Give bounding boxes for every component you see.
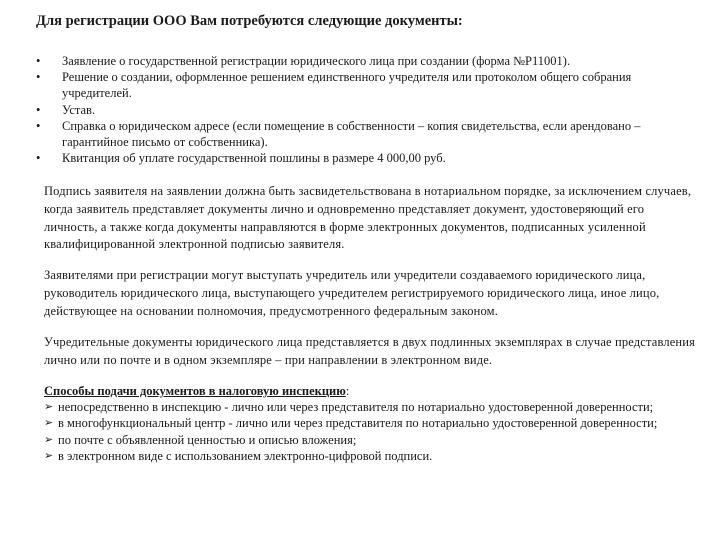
copies-paragraph: Учредительные документы юридического лица представляется в двух подлинных экземплярах в случае представления лично или по почте и в одном экземпляре – при направлении в электронном виде. — [44, 335, 695, 367]
bullet-icon: • — [36, 151, 41, 166]
bullet-icon: • — [36, 54, 41, 68]
arrow-bullet-icon: ➢ — [44, 400, 54, 414]
method-item — [44, 448, 684, 464]
arrow-bullet-icon: ➢ — [44, 416, 54, 430]
methods-title-text: Способы подачи документов в налоговую инспекцию — [44, 384, 346, 398]
method-item — [44, 432, 684, 448]
document-item — [36, 150, 676, 166]
methods-title — [44, 383, 684, 399]
document-item-text: Справка о юридическом адресе (если помещение в собственности – копия свидетельства, если арендовано – гарантийное письмо от собственника). — [62, 118, 641, 150]
methods-list — [44, 399, 684, 464]
document-item — [36, 53, 676, 69]
page-heading: Для регистрации ООО Вам потребуются следующие документы: — [36, 13, 463, 29]
signature-notice-paragraph: Подпись заявителя на заявлении должна быть засвидетельствована в нотариальном порядке, за исключением случаев, когда заявитель представляет документы лично и одновременно представляет документ, удостоверяющий его личность, а также когда документы направляются в форме электронных документов, подписанных усиленной квалифицированной электронной подписью заявителя. — [44, 184, 692, 252]
method-item — [44, 415, 684, 431]
document-item — [36, 102, 676, 118]
method-item-text: в многофункциональный центр - лично или через представителя по нотариально удостоверенной доверенности; — [58, 416, 658, 431]
document-item-text: Решение о создании, оформленное решением единственного учредителя или протоколом общего собрания учредителей. — [62, 70, 632, 101]
submission-methods — [44, 383, 684, 464]
arrow-bullet-icon: ➢ — [44, 448, 54, 462]
document-item-text: Устав. — [62, 102, 96, 117]
method-item-text: в электронном виде с использованием электронно-цифровой подписи. — [58, 448, 433, 463]
method-item-text: по почте с объявленной ценностью и описью вложения; — [58, 432, 357, 447]
applicants-paragraph: Заявителями при регистрации могут выступать учредитель или учредители создаваемого юридического лица, руководитель юридического лица, выступающего учредителем регистрируемого юридического лица, иное лицо, действующее на основании полномочия, предусмотренного федеральным законом. — [44, 268, 660, 318]
arrow-bullet-icon: ➢ — [44, 432, 54, 446]
document-item — [36, 118, 676, 150]
method-item-text: непосредственно в инспекцию - лично или через представителя по нотариально удостоверенной доверенности; — [58, 400, 654, 415]
bullet-icon: • — [36, 70, 41, 85]
methods-title-colon: : — [345, 384, 350, 398]
bullet-icon: • — [36, 118, 41, 133]
document-item-text: Квитанция об уплате государственной пошлины в размере 4 000,00 руб. — [62, 151, 446, 166]
documents-list — [36, 53, 676, 166]
method-item — [44, 399, 684, 415]
bullet-icon: • — [36, 102, 41, 117]
document-item — [36, 69, 676, 101]
document-item-text: Заявление о государственной регистрации юридического лица при создании (форма №Р11001). — [62, 54, 571, 68]
